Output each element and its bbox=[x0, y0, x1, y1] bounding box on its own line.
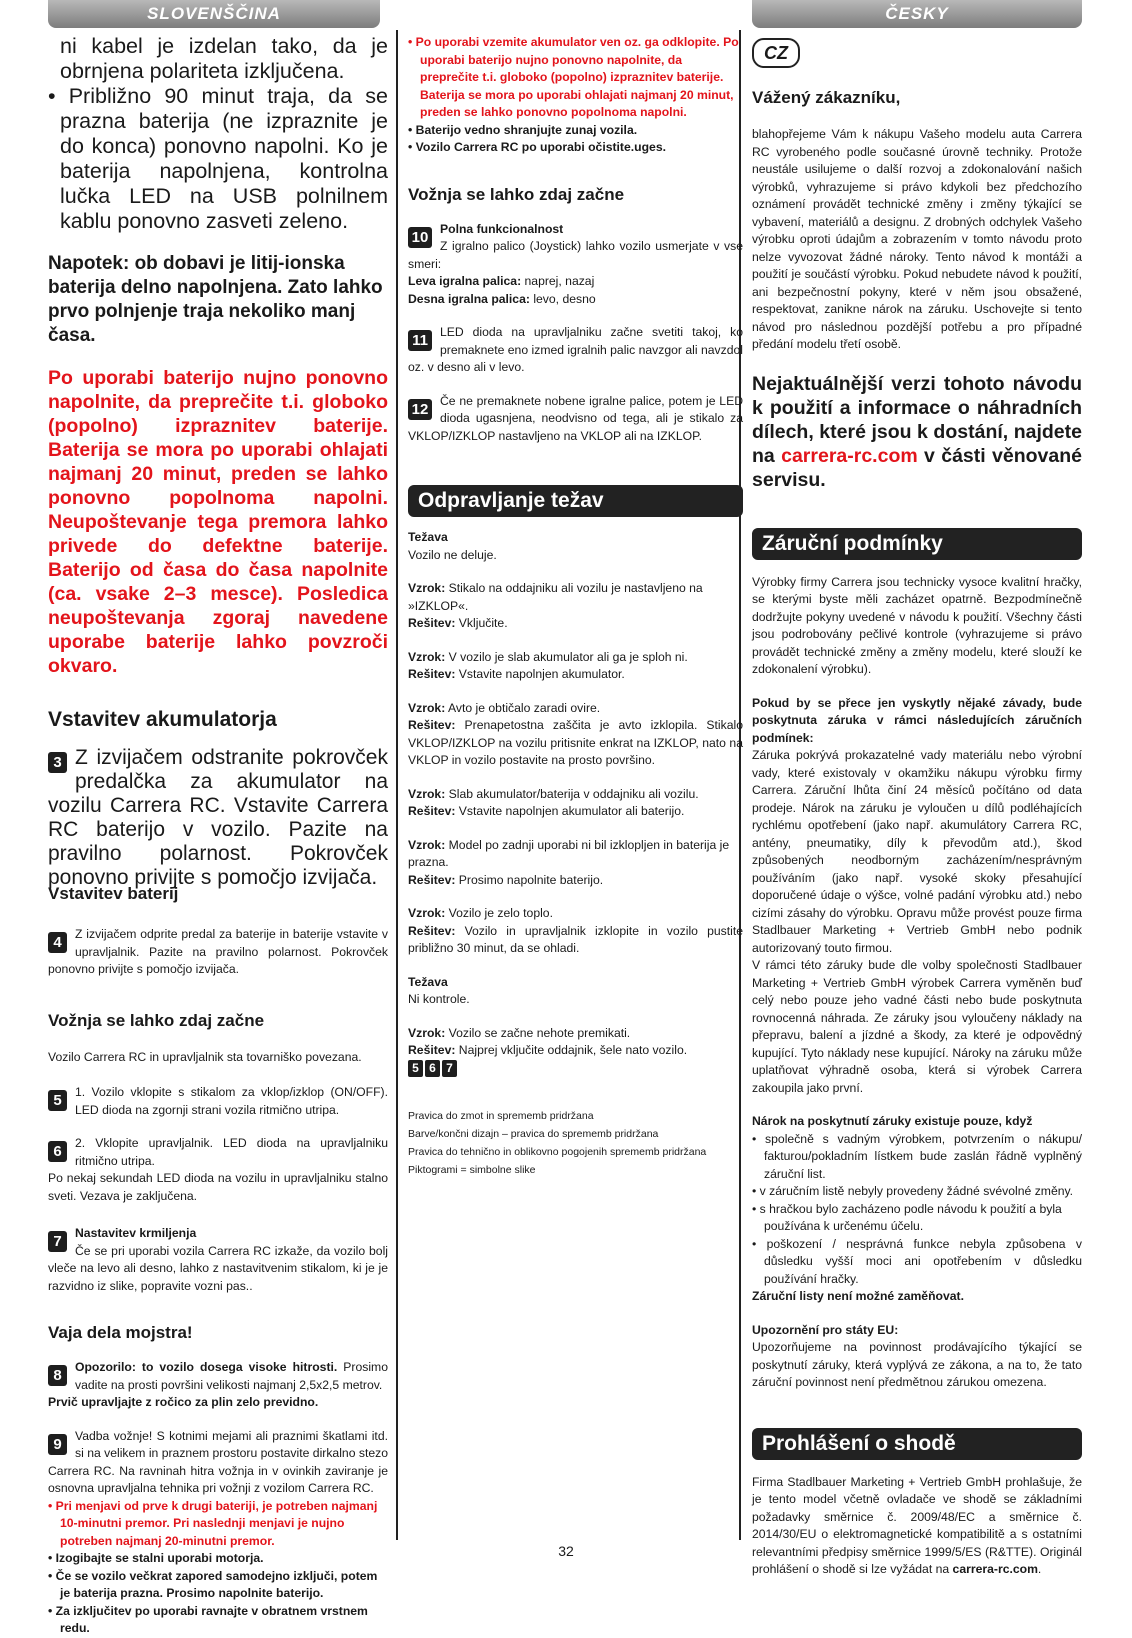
greeting-heading: Vážený zákazníku, bbox=[752, 88, 901, 107]
step-number: 11 bbox=[408, 330, 432, 351]
solution-label: Rešitev: bbox=[408, 616, 456, 630]
label: Desna igralna palica: bbox=[408, 291, 530, 306]
bullet-item: • společně s vadným výrobkem, potvrzením o nákupu/ fakturou/pokladním lístkem bude zaslán řádně vyplněný záruční list. bbox=[752, 1131, 1082, 1181]
step-number: 8 bbox=[48, 1365, 67, 1386]
language-bar-czech: ČESKY bbox=[752, 0, 1082, 28]
step-4 bbox=[48, 926, 388, 979]
section-heading: Vožnja se lahko zdaj začne bbox=[48, 1010, 265, 1030]
step-11 bbox=[408, 324, 743, 377]
bullet-item: • Baterijo vedno shranjujte zunaj vozila. bbox=[408, 122, 638, 137]
cause-text: Vozilo se začne nehote premikati. bbox=[445, 1025, 631, 1040]
bullet-item: • s hračkou bylo zacházeno podle návodu k použití a byla používána k určenému účelu. bbox=[752, 1201, 1062, 1233]
solution-label: Rešitev: bbox=[408, 718, 456, 732]
step-text: Vadba vožnje! S kotnimi mejami ali praznimi škatlami itd. si na velikem in praznem prostoru postavite dirkalno stezo Carrera RC. Na ravninah hitra vožnja in v ovinkih zaviranje je osnovna upravljalna tehnika pri vožnji z vozilom Carrera RC. bbox=[48, 1428, 388, 1495]
problem-value: Ni kontrole. bbox=[408, 992, 470, 1006]
column-slovenian-1 bbox=[48, 34, 388, 1638]
footnote: Barve/končni dizajn – pravica do sprememb pridržana bbox=[408, 1128, 659, 1140]
solution-label: Rešitev: bbox=[408, 1043, 456, 1057]
step-12 bbox=[408, 393, 743, 446]
text: Firma Stadlbauer Marketing + Vertrieb GmbH prohlašuje, že je tento model včetně ovladače ve shodě se základními požadavky směrnice č. 2009/48/EC a směrnice č. 2014/30/EU o elektromagnetické kompatibilitě a s ostatními relevantními předpisy směrnice 1999/5/ES (R&TTE). Originál prohlášení o shodě si lze vyžádat na bbox=[752, 1474, 1082, 1576]
bullet-item: • Približno 90 minut traja, da se prazna baterija (ne izpraznite je do konca) ponovno napolni. Ko je baterija napolnjena, kontrolna lučka LED na USB polnilnem kablu ponovno zasveti zeleno. bbox=[48, 84, 388, 233]
step-text bbox=[48, 1359, 388, 1394]
solution-label: Rešitev: bbox=[408, 923, 456, 938]
step-number: 9 bbox=[48, 1434, 67, 1455]
step-number: 10 bbox=[408, 227, 432, 248]
joystick-right bbox=[408, 291, 743, 309]
bullet-item: • Pri menjavi od prve k drugi bateriji, je potreben najmanj 10-minutni premor. Pri naslednji menjavi je nujno potreben najmanj 20-minutni premor. bbox=[48, 1498, 378, 1548]
section-heading: Vstavitev baterij bbox=[48, 884, 179, 903]
step-text: Z igralno palico (Joystick) lahko vozilo usmerjate v vse smeri: bbox=[408, 239, 743, 271]
website-link[interactable]: carrera-rc.com bbox=[781, 444, 918, 467]
column-czech bbox=[752, 38, 1082, 1579]
step-title: Polna funkcionalnost bbox=[440, 221, 564, 236]
step-number: 3 bbox=[48, 752, 67, 773]
paragraph: Upozorňujeme na povinnost prodávajícího týkající se poskytnutí záruky, která vyplývá ze zákona, a na to, že tato záruční povinnost není předmětnou zárukou omezena. bbox=[752, 1340, 1082, 1389]
cause-text: Vozilo je zelo toplo. bbox=[445, 906, 553, 920]
page-number: 32 bbox=[558, 1543, 574, 1559]
column-divider bbox=[396, 30, 398, 1540]
section-heading: Vožnja se lahko zdaj začne bbox=[408, 184, 625, 204]
language-bar-slovenian: SLOVENŠČINA bbox=[48, 0, 380, 28]
solution bbox=[408, 1042, 743, 1060]
paragraph-bold: Nárok na poskytnutí záruky existuje pouze, když bbox=[752, 1114, 1033, 1128]
mini-step-icons bbox=[408, 1060, 743, 1078]
solution-text: Vstavite napolnjen akumulator. bbox=[455, 667, 625, 681]
bullet-item: • v záručním listě nebyly provedeny žádné svévolné změny. bbox=[752, 1184, 1074, 1198]
value: naprej, nazaj bbox=[521, 274, 595, 288]
cause-text: Model po zadnji uporabi ni bil izklopljen in baterija je prazna. bbox=[408, 837, 730, 869]
step-9 bbox=[48, 1428, 388, 1498]
problem-value: Vozilo ne deluje. bbox=[408, 547, 497, 562]
step-number: 5 bbox=[48, 1090, 67, 1111]
cause bbox=[408, 1025, 743, 1043]
paragraph: Po nekaj sekundah LED dioda na vozilu in upravljalniku stalno sveti. Vezava je zaključena. bbox=[48, 1171, 388, 1203]
paragraph: Vozilo Carrera RC in upravljalnik sta tovarniško povezana. bbox=[48, 1049, 362, 1064]
value: levo, desno bbox=[529, 291, 596, 306]
cause bbox=[408, 649, 743, 667]
bold-text: Opozorilo: to vozilo dosega visoke hitrosti. bbox=[75, 1360, 338, 1374]
cause-label: Vzrok: bbox=[408, 786, 446, 801]
step-text: Če se pri uporabi vozila Carrera RC izkaže, da vozilo bolj vleče na levo ali desno, lahko z nastavitvenim stikalom, ki je je razvidno iz slike, popravite vozni pas.. bbox=[48, 1243, 388, 1293]
bullet-item: • Vozilo Carrera RC po uporabi očistite.uges. bbox=[408, 140, 666, 154]
bullet-item: • Za izključitev po uporabi ravnajte v obratnem vrstnem redu. bbox=[48, 1603, 368, 1635]
paragraph bbox=[752, 1474, 1082, 1579]
cause-text: Avto je obtičalo zaradi ovire. bbox=[445, 700, 601, 715]
solution-text: Vozilo in upravljalnik izklopite in vozilo pustite približno 30 minut, da se ohladi. bbox=[408, 923, 743, 955]
section-heading-bar: Záruční podmínky bbox=[752, 528, 1082, 560]
warning-bullet: • Po uporabi vzemite akumulator ven oz. ga odklopite. Po uporabi baterijo nujno ponovno napolnite, da preprečite t.i. globoko (popolno) izpraznitev baterije. Baterija se mora po uporabi ohlajati najmanj 20 minut, preden se lahko ponovno popolnoma napolni. bbox=[408, 35, 739, 119]
cause-text: Stikalo na oddajniku ali vozilu je nastavljeno na »IZKLOP«. bbox=[408, 581, 703, 613]
step-number: 4 bbox=[48, 932, 67, 953]
paragraph-bold: Pokud by se přece jen vyskytly nějaké závady, bude poskytnuta záruka v rámci následujících záručních podmínek: bbox=[752, 695, 1082, 745]
cause-text: V vozilo je slab akumulator ali ga je sploh ni. bbox=[445, 649, 688, 664]
solution-label: Rešitev: bbox=[408, 667, 456, 681]
text: v části věnované servisu. bbox=[752, 444, 1082, 491]
step-text: Z izvijačem odprite predal za baterije in baterije vstavite v upravljalnik. Pazite na pravilno polarnost. Pokrovček ponovno privijte s pomočjo izvijača. bbox=[48, 927, 388, 976]
warning-text: Po uporabi baterijo nujno ponovno napolnite, da preprečite t.i. globoko (popolno) izpraznitev baterije. Baterija se mora po uporabi ohlajati najmanj 20 minut, preden se lahko ponovno popolnoma napolni. Neupoštevanje tega premora lahko privede do defektne baterije. Baterijo od časa do časa napolnite (ca. vsake 2–3 mesce). Posledica neupoštevanja zgoraj navedene uporabe baterije lahko povzroči okvaro. bbox=[48, 367, 388, 677]
solution-text: Prenapetostna zaščita je avto izklopila. Stikalo VKLOP/IZKLOP na vozilu pritisnite enkrat na IZKLOP, nato na VKLOP in vozilo postavite na prosto površino. bbox=[408, 718, 743, 767]
cause-label: Vzrok: bbox=[408, 581, 446, 595]
solution bbox=[408, 923, 743, 958]
step-icon: 6 bbox=[425, 1060, 440, 1078]
cause bbox=[408, 905, 743, 923]
step-6 bbox=[48, 1135, 388, 1170]
step-text: Če ne premaknete nobene igralne palice, potem je LED dioda ugasnjena, neodvisno od tega, ali je stikalo za VKLOP/IZKLOP nastavljeno na VKLOP ali na IZKLOP. bbox=[408, 393, 743, 443]
step-icon: 5 bbox=[408, 1060, 423, 1078]
footnotes bbox=[408, 1107, 743, 1179]
label: Leva igralna palica: bbox=[408, 274, 522, 288]
text: Nejaktuálnější verzi tohoto návodu k použití a informace o náhradních dílech, které jsou k dostání, najdete na bbox=[752, 372, 1082, 467]
solution-text: Vključite. bbox=[455, 616, 508, 630]
step-text: 1. Vozilo vklopite s stikalom za vklop/izklop (ON/OFF). LED dioda na zgornji strani vozila ritmično utripa. bbox=[75, 1085, 388, 1117]
problem-label: Težava bbox=[408, 974, 448, 989]
step-7 bbox=[48, 1225, 388, 1295]
problem-label: Težava bbox=[408, 530, 448, 544]
step-icon: 7 bbox=[442, 1060, 457, 1078]
footnote: Pravica do zmot in sprememb pridržana bbox=[408, 1110, 594, 1122]
cause bbox=[408, 700, 743, 718]
paragraph: Výrobky firmy Carrera jsou technicky vysoce kvalitní hračky, se kterými byste měli zacházet opatrně. Bezpodmínečně dodržujte pokyny uvedené v návodu k použití. Všechny části jsou podrobovány pečlivé kontrole (vyhrazujeme si právo provádět technické změny a změny modelu, které slouží ke zdokonalení výrobku). bbox=[752, 574, 1082, 676]
step-text: Z izvijačem odstranite pokrovček predalčka za akumulator na vozilu Carrera RC. Vstavite Carrera RC baterijo v vozilo. Pazite na pravilno polarnost. Pokrovček ponovno privijte s pomočjo izvijača. bbox=[48, 746, 388, 889]
paragraph-bold: Záruční listy není možné zaměňovat. bbox=[752, 1289, 964, 1303]
solution-text: Vstavite napolnjen akumulator ali baterijo. bbox=[455, 804, 685, 818]
step-text: 2. Vklopite upravljalnik. LED dioda na upravljalniku ritmično utripa. bbox=[75, 1136, 388, 1168]
joystick-left bbox=[408, 273, 743, 291]
website-link[interactable]: carrera-rc.com bbox=[952, 1562, 1038, 1576]
solution bbox=[408, 803, 743, 821]
cause-text: Slab akumulator/baterija v oddajniku ali vozilu. bbox=[445, 786, 699, 801]
step-number: 6 bbox=[48, 1141, 67, 1162]
section-heading: Vstavitev akumulatorja bbox=[48, 708, 277, 731]
cause bbox=[408, 837, 743, 872]
paragraph: blahopřejeme Vám k nákupu Vašeho modelu auta Carrera RC vyrobeného podle současné úrovně techniky. Protože neustále usilujeme o další rozvoj a zdokonalování našich výrobků, vyhrazujeme si právo kdykoli bez předchozího oznámení provádět technické změny i změny týkající se vybavení, materiálů a designu. Z drobných odchylek Vašeho výrobku oproti údajům a zobrazením v tomto návodu proto nelze vyvozovat žádné nároky. Tento návod k montáži a použití je součástí výrobku. Pokud nebudete návod k použití, ani bezpečnostní pokyny, které v něm jsou obsažené, respektovat, zanikne nárok na záruku. Uschovejte si tento návod pro následnou pozdější potřebu a pro případné předání modelu třetí osobě. bbox=[752, 127, 1082, 351]
section-heading-bar: Odpravljanje težav bbox=[408, 485, 743, 517]
bullet-item: • Če se vozilo večkrat zapored samodejno izključi, potem je baterija prazna. Prosimo napolnite baterijo. bbox=[48, 1568, 378, 1600]
bullet-item: • poškození / nesprávná funkce nebyla způsobena v důsledku vyšší moci ani opotřebením v důsledku používání hračky. bbox=[752, 1236, 1082, 1286]
step-text: LED dioda na upravljalniku začne svetiti takoj, ko premaknete eno izmed igralnih palic navzgor ali navzdol oz. v desno ali v levo. bbox=[408, 325, 743, 374]
cause-label: Vzrok: bbox=[408, 649, 446, 664]
section-heading-bar: Prohlášení o shodě bbox=[752, 1428, 1082, 1460]
solution bbox=[408, 872, 743, 890]
solution-label: Rešitev: bbox=[408, 804, 456, 818]
step-number: 7 bbox=[48, 1231, 67, 1252]
section-heading: Vaja dela mojstra! bbox=[48, 1323, 193, 1342]
cause-label: Vzrok: bbox=[408, 1025, 446, 1040]
cause-label: Vzrok: bbox=[408, 906, 446, 920]
paragraph: V rámci této záruky bude dle volby společnosti Stadlbauer Marketing + Vertrieb GmbH výrobek Carrera vyměněn buď celý nebo pouze jeho vadné části nebo bude poskytnuta rovnocenná náhrada. Ze záruky jsou vyloučeny náklady na přepravu, balení a jízdné a škody, za které je odpovědný kupující. Tyto náklady nese kupující. Nároky na záruku může uplatňovat výhradně osoba, která si výrobek Carrera zakoupila jako první. bbox=[752, 958, 1082, 1095]
step-number: 12 bbox=[408, 399, 432, 420]
solution-text: Prosimo napolnite baterijo. bbox=[455, 872, 604, 887]
solution-text: Najprej vključite oddajnik, šele nato vozilo. bbox=[455, 1043, 688, 1057]
cause-label: Vzrok: bbox=[408, 837, 446, 852]
step-3 bbox=[48, 746, 388, 890]
solution-label: Rešitev: bbox=[408, 872, 456, 887]
highlight-paragraph bbox=[752, 372, 1082, 492]
cause bbox=[408, 580, 743, 615]
solution bbox=[408, 717, 743, 770]
bullet-item: • Izogibajte se stalni uporabi motorja. bbox=[48, 1551, 264, 1565]
language-badge: CZ bbox=[752, 38, 800, 68]
step-5 bbox=[48, 1084, 388, 1119]
solution bbox=[408, 615, 743, 633]
footnote: Piktogrami = simbolne slike bbox=[408, 1164, 536, 1176]
text: Prosimo vadite na prosti površini velikosti najmanj 2,5x2,5 metrov. bbox=[75, 1360, 388, 1392]
paragraph: ni kabel je izdelan tako, da je obrnjena polariteta izključena. bbox=[60, 34, 388, 83]
step-10 bbox=[408, 221, 743, 274]
step-8 bbox=[48, 1359, 388, 1412]
paragraph-bold: Upozornění pro státy EU: bbox=[752, 1322, 899, 1337]
note: Napotek: ob dobavi je litij-ionska baterija delno napolnjena. Zato lahko prvo polnjenje traja nekoliko manj časa. bbox=[48, 253, 383, 346]
solution bbox=[408, 666, 743, 684]
text: . bbox=[1037, 1562, 1042, 1576]
column-slovenian-2 bbox=[408, 34, 743, 1179]
step-title: Nastavitev krmiljenja bbox=[75, 1226, 197, 1240]
step-text-bold: Prvič upravljajte z ročico za plin zelo previdno. bbox=[48, 1395, 319, 1409]
footnote: Pravica do tehnično in oblikovno pogojenih sprememb pridržana bbox=[408, 1146, 707, 1158]
troubleshooting-list bbox=[408, 529, 743, 1077]
cause bbox=[408, 786, 743, 804]
cause-label: Vzrok: bbox=[408, 700, 446, 715]
paragraph: Záruka pokrývá prokazatelné vady materiálu nebo výrobní vady, které existovaly v okamžiku nákupu výrobku firmy Carrera. Záruční lhůta činí 24 měsíců počítáno od data prodeje. Nárok na záruku je vyloučen u dílů podléhajících rychlému opotřebení (jako např. akumulátory Carrera RC, antény, pneumatiky, díly k převodům atd.), škod způsobených neodborným zacházením/nesprávným používáním (jako např. vysoké skoky přesahující doporučené údaje o výšce, volné padání výrobku atd.) nebo cizími zásahy do výrobku. Opravu může provést pouze firma Stadlbauer Marketing + Vertrieb GmbH nebo podnik autorizovaný touto firmou. bbox=[752, 748, 1082, 955]
